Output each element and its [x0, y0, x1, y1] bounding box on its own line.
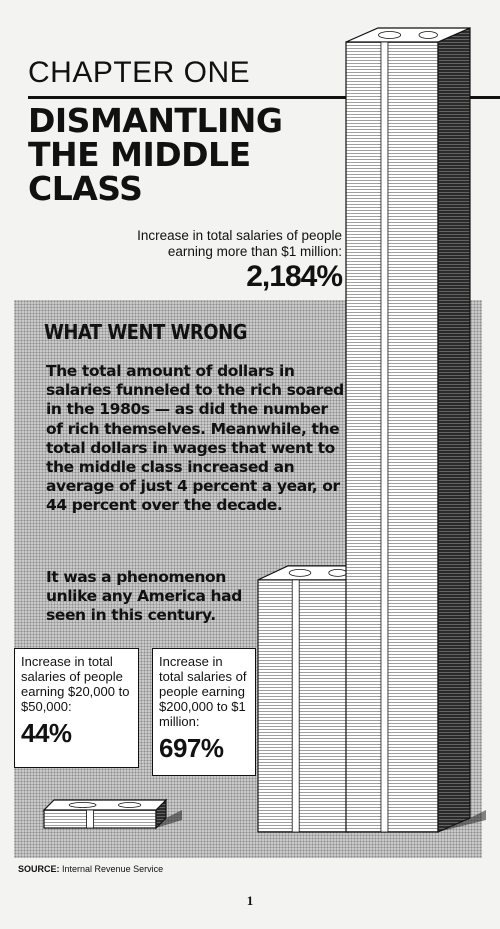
bar-20k-50k-band: [87, 810, 94, 828]
bar-label-over-1m: Increase in total salaries of people earning more than $1 million:: [137, 228, 342, 259]
bar-over-1m-band: [381, 42, 388, 832]
source-text: Internal Revenue Service: [62, 864, 164, 874]
bar-over-1m-side: [438, 28, 470, 832]
body-paragraph-1: The total amount of dollars in salaries funneled to the rich soared in the 1980s — as did the number of rich themselves. Meanwhile, the total dollars in wages that went to the middle class increased an average of just 4 percent a year, or 44 percent over the decade.: [46, 362, 344, 515]
bar-value-over-1m: 2,184%: [246, 260, 342, 293]
title-line-1: DISMANTLING: [28, 101, 283, 140]
section-heading: WHAT WENT WRONG: [44, 320, 247, 344]
bar-value-20k-50k: 44%: [21, 718, 72, 748]
body-paragraph-2: It was a phenomenon unlike any America had seen in this century.: [46, 568, 242, 625]
bar-label-200k-1m: Increase in total salaries of people earning $200,000 to $1 million:: [159, 654, 247, 729]
bar-20k-50k-front: [44, 810, 156, 828]
bar-value-200k-1m: 697%: [159, 733, 224, 763]
chapter-label: CHAPTER ONE: [28, 56, 251, 89]
bar-over-1m-front: [346, 42, 438, 832]
title-line-3: CLASS: [28, 169, 143, 208]
source-note: [18, 864, 163, 874]
bar-label-20k-50k: Increase in total salaries of people earning $20,000 to $50,000:: [21, 654, 130, 714]
source-label: SOURCE:: [18, 864, 60, 874]
page-number: 1: [246, 893, 254, 908]
bar-20k-50k-top: [44, 800, 166, 810]
callout-200k-1m: [152, 648, 256, 776]
bar-200k-1m-front: [258, 580, 348, 832]
callout-20k-50k: [14, 648, 139, 768]
title-line-2: THE MIDDLE: [28, 135, 251, 174]
bar-200k-1m-band: [292, 580, 299, 832]
